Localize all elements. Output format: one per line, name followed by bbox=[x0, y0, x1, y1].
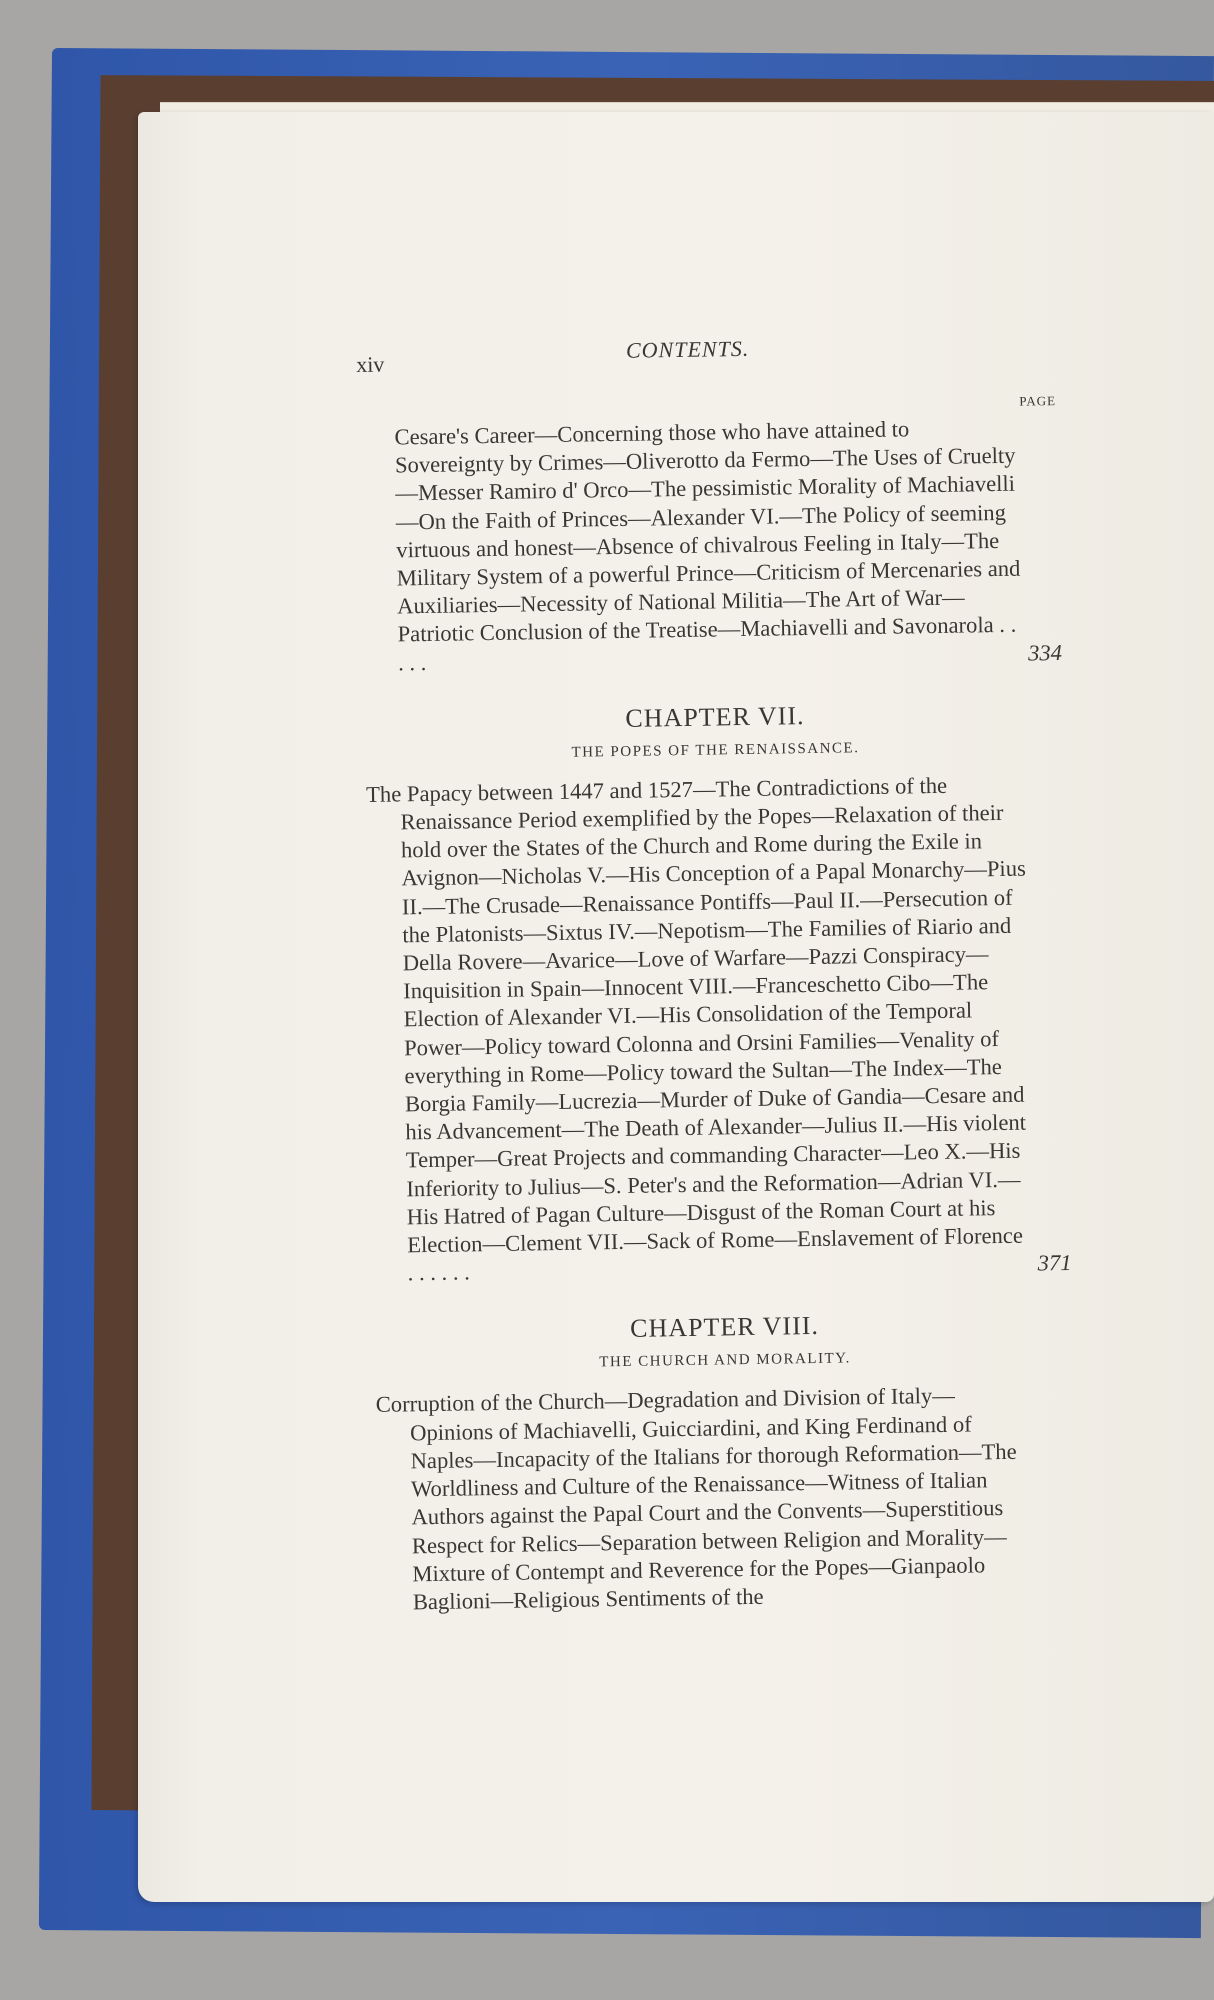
book-page bbox=[138, 112, 1214, 1902]
chapter-heading: CHAPTER VIII. bbox=[629, 1311, 820, 1344]
toc-entry bbox=[365, 770, 1072, 1288]
chapter-heading: CHAPTER VII. bbox=[625, 700, 805, 733]
toc-entry-text: The Papacy between 1447 and 1527—The Contradictions of the Renaissance Period exemplified by the Popes—Relaxation of their hold over the States of the Church and Rome during the Exile in Avignon—Nicholas V.—His Conception of a Papal Monarchy—Pius II.—The Crusade—Renaissance Pontiffs—Paul II.—Persecution of the Platonists—Sixtus IV.—Nepotism—The Families of Riario and Della Rovere—Avarice—Love of Warfare—Pazzi Conspiracy—Inquisition in Spain—Innocent VIII.—Franceschetto Cibo—The Election of Alexander VI.—His Consolidation of the Temporal Power—Policy toward Colonna and Orsini Families—Venality of everything in Rome—Policy toward the Sultan—The Index—The Borgia Family—Lucrezia—Murder of Duke of Gandia—Cesare and his Advancement—The Death of Alexander—Julius II.—His violent Temper—Great Projects and commanding Character—Leo X.—His Inferiority to Julius—S. Peter's and the Reformation—Adrian VI.—His Hatred of Pagan Culture—Disgust of the Roman Court at his Election—Clement VII.—Sack of Rome—Enslavement of Florence . . . . . . bbox=[365, 772, 1027, 1286]
running-header bbox=[356, 335, 1016, 377]
contents-body bbox=[360, 393, 1079, 1617]
toc-entry-continued bbox=[360, 414, 1063, 678]
page-column-label: PAGE bbox=[1019, 393, 1057, 409]
page-number: xiv bbox=[356, 351, 385, 377]
toc-entry bbox=[376, 1381, 1039, 1617]
toc-entry-text: Cesare's Career—Concerning those who have attained to Sovereignty by Crimes—Oliverotto da Fermo—The Uses of Cruelty—Messer Ramiro d' Orco—The pessimistic Morality of Machiavelli—On the Faith of Princes—Alexander VI.—The Policy of seeming virtuous and honest—Absence of chivalrous Feeling in Italy—The Military System of a powerful Prince—Criticism of Mercenaries and Auxiliaries—Necessity of National Militia—The Art of War—Patriotic Conclusion of the Treatise—Machiavelli and Savonarola . . . . . bbox=[394, 416, 1021, 676]
toc-page-number: 371 bbox=[1037, 1250, 1072, 1276]
toc-entry-text: Corruption of the Church—Degradation and Division of Italy—Opinions of Machiavelli, Guicciardini, and King Ferdinand of Naples—Incapacity of the Italians for thorough Reformation—The Worldliness and Culture of the Renaissance—Witness of Italian Authors against the Papal Court and the Convents—Superstitious Respect for Relics—Separation between Religion and Morality—Mixture of Contempt and Reverence for the Popes—Gianpaolo Baglioni—Religious Sentiments of the bbox=[375, 1383, 1017, 1615]
running-title: CONTENTS. bbox=[625, 335, 750, 363]
chapter-title: THE CHURCH AND MORALITY. bbox=[599, 1350, 851, 1371]
chapter-title: THE POPES OF THE RENAISSANCE. bbox=[571, 740, 860, 761]
toc-page-number: 334 bbox=[1027, 639, 1063, 666]
